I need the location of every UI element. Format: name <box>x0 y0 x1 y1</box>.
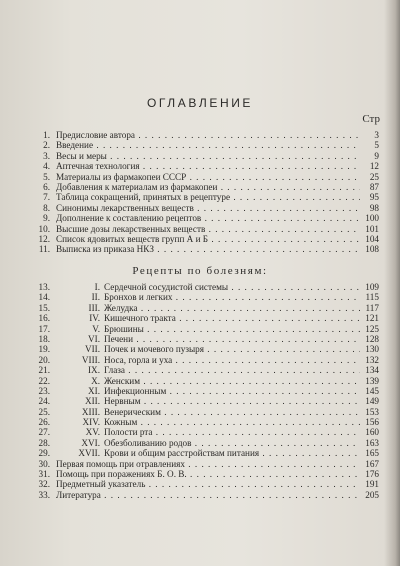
toc-entry <box>0 172 400 182</box>
toc-entry <box>0 324 400 334</box>
toc-entry-page-number: 176 <box>365 469 379 480</box>
toc-entry-page-number: 101 <box>365 223 379 234</box>
toc-entry-page-number: 5 <box>374 140 379 151</box>
toc-entry <box>0 490 400 500</box>
toc-entry-roman-numeral: II. <box>91 292 100 303</box>
toc-entry-page-number: 128 <box>365 333 379 344</box>
toc-entry-number: 3. <box>43 150 50 161</box>
toc-entry <box>0 192 400 202</box>
toc-entry-number: 13. <box>38 282 50 292</box>
toc-entry-number: 23. <box>38 385 50 396</box>
toc-entry <box>0 224 400 234</box>
toc-entry-page-number: 132 <box>365 354 379 365</box>
toc-entry-title: Предметный указатель . . . <box>56 479 360 489</box>
toc-section-prescriptions <box>0 282 400 500</box>
toc-entry-page-number: 153 <box>365 406 379 417</box>
toc-entry <box>0 459 400 469</box>
toc-entry-title: Обезболиванию родов . . . <box>104 438 360 448</box>
toc-entry <box>0 344 400 354</box>
toc-entry <box>0 407 400 417</box>
toc-entry-number: 29. <box>38 448 50 459</box>
toc-entry-number: 26. <box>38 417 50 428</box>
toc-entry-page-number: 130 <box>365 344 379 355</box>
toc-entry-page-number: 87 <box>369 181 379 192</box>
toc-entry-title: Список ядовитых веществ групп А и Б . . . <box>56 234 360 244</box>
toc-entry <box>0 469 400 479</box>
toc-entry <box>0 448 400 458</box>
toc-entry-number: 12. <box>38 233 50 244</box>
toc-entry-page-number: 12 <box>369 161 379 172</box>
toc-entry-title: Добавления к материалам из фармакопеи . . . <box>56 182 360 192</box>
toc-entry-number: 9. <box>43 213 50 224</box>
toc-entry-roman-numeral: VIII. <box>81 354 100 365</box>
toc-entry-page-number: 121 <box>365 313 379 324</box>
toc-entry-title: Помощь при поражениях Б. О. В. . . . <box>56 469 360 479</box>
toc-section-general <box>0 130 400 255</box>
toc-entry-number: 1. <box>43 130 50 140</box>
toc-entry-title: Материалы из фармакопеи СССР . . . <box>56 172 360 182</box>
toc-entry-roman-numeral: III. <box>88 302 100 313</box>
toc-entry-number: 7. <box>43 192 50 203</box>
toc-entry <box>0 355 400 365</box>
toc-entry-title: Женским . . . <box>104 376 360 386</box>
toc-entry-roman-numeral: XIV. <box>82 417 100 428</box>
toc-entry-number: 10. <box>38 223 50 234</box>
toc-entry-roman-numeral: XII. <box>84 396 100 407</box>
toc-entry-title: Таблица сокращений, принятых в рецептуре . . . <box>56 192 360 202</box>
toc-entry-number: 20. <box>38 354 50 365</box>
toc-entry <box>0 479 400 489</box>
section-subheading: Рецепты по болезням: <box>132 265 268 277</box>
toc-entry-number: 28. <box>38 437 50 448</box>
toc-entry-title: Бронхов и легких . . . <box>104 292 360 302</box>
toc-entry-number: 24. <box>38 396 50 407</box>
toc-entry-number: 5. <box>43 171 50 182</box>
toc-entry-number: 6. <box>43 181 50 192</box>
toc-entry-number: 21. <box>38 365 50 376</box>
toc-entry-page-number: 145 <box>365 385 379 396</box>
toc-entry <box>0 130 400 140</box>
toc-entry-title: Выписка из приказа НКЗ . . . <box>56 244 360 254</box>
toc-entry-roman-numeral: X. <box>91 375 100 386</box>
toc-entry-number: 19. <box>38 344 50 355</box>
toc-entry <box>0 151 400 161</box>
toc-entry-page-number: 134 <box>365 365 379 376</box>
toc-entry-title: Введение . . . <box>56 140 360 150</box>
toc-entry-roman-numeral: XV. <box>85 427 100 438</box>
toc-entry-title: Первая помощь при отравлениях . . . <box>56 459 360 469</box>
toc-entry-roman-numeral: VII. <box>84 344 100 355</box>
toc-entry <box>0 182 400 192</box>
toc-entry-title: Полости рта . . . <box>104 427 360 437</box>
toc-entry <box>0 386 400 396</box>
toc-entry-title: Носа, горла и уха . . . <box>104 355 360 365</box>
toc-entry-page-number: 104 <box>365 233 379 244</box>
toc-entry-number: 27. <box>38 427 50 438</box>
toc-entry-number: 32. <box>38 479 50 490</box>
toc-entry-number: 30. <box>38 458 50 469</box>
toc-entry-title: Литература . . . <box>56 490 360 500</box>
toc-entry-number: 8. <box>43 202 50 213</box>
toc-entry <box>0 396 400 406</box>
toc-entry-number: 16. <box>38 313 50 324</box>
toc-entry-title: Высшие дозы лекарственных веществ . . . <box>56 224 360 234</box>
toc-entry-page-number: 117 <box>365 302 379 313</box>
toc-entry-number: 17. <box>38 323 50 334</box>
toc-entry-title: Весы и меры . . . <box>56 151 360 161</box>
toc-entry-page-number: 167 <box>365 458 379 469</box>
toc-entry <box>0 244 400 254</box>
toc-entry-page-number: 165 <box>365 448 379 459</box>
toc-entry-title: Крови и общим расстройствам питания . . . <box>104 448 360 458</box>
toc-entry-page-number: 149 <box>365 396 379 407</box>
toc-entry-page-number: 205 <box>365 489 379 500</box>
toc-entry-page-number: 156 <box>365 417 379 428</box>
toc-entry-title: Печени . . . <box>104 334 360 344</box>
toc-entry-page-number: 95 <box>369 192 379 203</box>
toc-entry-roman-numeral: XVI. <box>81 437 100 448</box>
toc-entry-number: 25. <box>38 406 50 417</box>
toc-entry-roman-numeral: IV. <box>89 313 100 324</box>
toc-entry-number: 15. <box>38 302 50 313</box>
toc-entry <box>0 365 400 375</box>
toc-entry <box>0 376 400 386</box>
toc-entry-page-number: 160 <box>365 427 379 438</box>
toc-entry-title: Кожным . . . <box>104 417 360 427</box>
toc-entry-page-number: 139 <box>365 375 379 386</box>
toc-entry-roman-numeral: XI. <box>88 385 100 396</box>
toc-entry <box>0 313 400 323</box>
toc-entry-roman-numeral: I. <box>94 282 100 292</box>
toc-entry-number: 18. <box>38 333 50 344</box>
toc-entry-number: 31. <box>38 469 50 480</box>
toc-entry-roman-numeral: IX. <box>88 365 100 376</box>
toc-entry-page-number: 100 <box>365 213 379 224</box>
toc-entry-page-number: 3 <box>374 130 379 140</box>
toc-entry-title: Аптечная технология . . . <box>56 161 360 171</box>
toc-entry-title: Синонимы лекарственных веществ . . . <box>56 203 360 213</box>
toc-entry-number: 14. <box>38 292 50 303</box>
toc-entry-title: Предисловие автора . . . <box>56 130 360 140</box>
toc-entry-page-number: 115 <box>365 292 379 303</box>
toc-entry-title: Венерическим . . . <box>104 407 360 417</box>
toc-entry-page-number: 125 <box>365 323 379 334</box>
toc-entry-page-number: 163 <box>365 437 379 448</box>
toc-entry <box>0 140 400 150</box>
toc-entry-number: 33. <box>38 489 50 500</box>
toc-entry-page-number: 109 <box>365 282 379 292</box>
toc-entry <box>0 417 400 427</box>
toc-entry-page-number: 98 <box>369 202 379 213</box>
toc-entry-title: Нервным . . . <box>104 396 360 406</box>
toc-entry-page-number: 9 <box>374 150 379 161</box>
toc-entry-title: Желудка . . . <box>104 303 360 313</box>
toc-entry <box>0 213 400 223</box>
toc-entry-title: Брюшины . . . <box>104 324 360 334</box>
toc-entry-title: Инфекционным . . . <box>104 386 360 396</box>
toc-entry-page-number: 108 <box>365 244 379 255</box>
toc-entry-roman-numeral: XVII. <box>78 448 100 459</box>
toc-entry-page-number: 191 <box>365 479 379 490</box>
toc-entry <box>0 427 400 437</box>
page-column-label: Стр <box>362 113 380 125</box>
toc-entry-page-number: 25 <box>369 171 379 182</box>
toc-entry <box>0 292 400 302</box>
toc-entry-number: 11. <box>38 244 50 255</box>
toc-entry-number: 2. <box>43 140 50 151</box>
toc-entry-roman-numeral: XIII. <box>81 406 100 417</box>
toc-entry-title: Почек и мочевого пузыря . . . <box>104 344 360 354</box>
toc-entry-roman-numeral: VI. <box>88 333 100 344</box>
toc-entry <box>0 234 400 244</box>
toc-entry <box>0 282 400 292</box>
toc-entry-number: 22. <box>38 375 50 386</box>
toc-entry-number: 4. <box>43 161 50 172</box>
toc-entry-title: Глаза . . . <box>104 365 360 375</box>
toc-entry-title: Сердечной сосудистой системы . . . <box>104 282 360 292</box>
page-title: ОГЛАВЛЕНИЕ <box>146 96 254 110</box>
toc-entry-title: Кишечного тракта . . . <box>104 313 360 323</box>
toc-entry-title: Дополнение к составлению рецептов . . . <box>56 213 360 223</box>
toc-entry <box>0 303 400 313</box>
toc-entry <box>0 203 400 213</box>
toc-entry <box>0 438 400 448</box>
toc-entry <box>0 334 400 344</box>
toc-entry <box>0 161 400 171</box>
toc-entry-roman-numeral: V. <box>92 323 100 334</box>
